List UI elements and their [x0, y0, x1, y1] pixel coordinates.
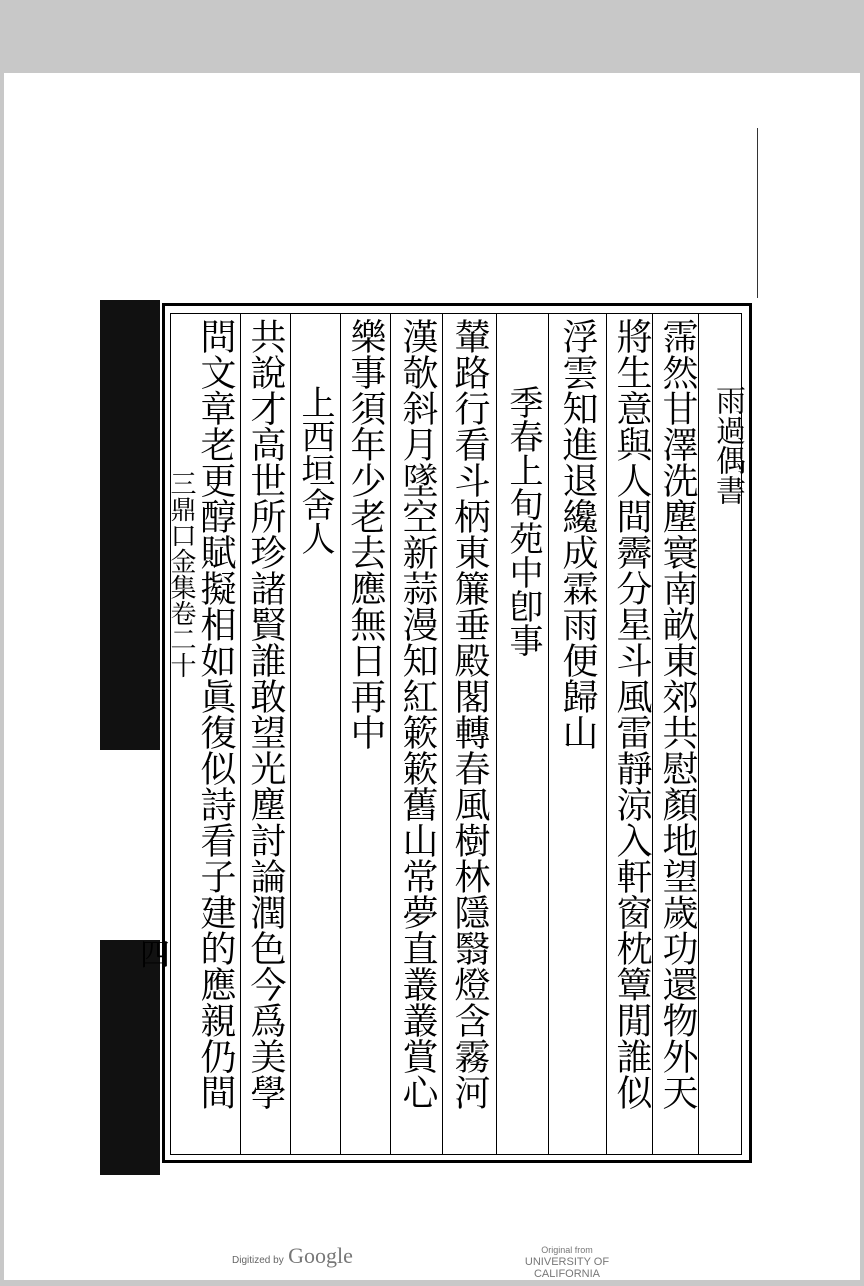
column-rule	[290, 313, 291, 1155]
text-column: 樂事須年少老去應無日再中	[345, 318, 386, 750]
column-rule	[548, 313, 549, 1155]
google-logo: Google	[288, 1243, 353, 1268]
poem-title-west-wall: 上西垣舍人	[295, 385, 335, 555]
binding-gutter-top	[100, 300, 160, 750]
university-name: UNIVERSITY OF CALIFORNIA	[524, 1256, 610, 1280]
text-column: 問文章老更醇賦擬相如眞復似詩看子建的應親仍間	[195, 318, 236, 1110]
digitized-prefix: Digitized by	[232, 1255, 284, 1266]
poem-title-rain: 雨過偶書	[710, 385, 745, 505]
digitized-by-google	[232, 1243, 353, 1269]
text-column: 將生意與人間霽分星斗風雷靜涼入軒窗枕簟閒誰似	[611, 318, 652, 1110]
column-rule	[442, 313, 443, 1155]
text-column: 輦路行看斗柄東簾垂殿閣轉春風樹林隱翳燈含霧河	[449, 318, 490, 1110]
page-edge-line	[757, 128, 758, 298]
binding-gutter-bottom	[100, 940, 160, 1175]
column-rule	[390, 313, 391, 1155]
poem-title-spring: 季春上旬苑中卽事	[503, 385, 543, 657]
column-rule	[606, 313, 607, 1155]
column-rule	[340, 313, 341, 1155]
text-column: 浮雲知進退纔成霖雨便歸山	[557, 318, 598, 750]
original-from-label: Original from	[541, 1245, 593, 1255]
original-from-notice	[494, 1244, 640, 1280]
text-column: 共說才高世所珍諸賢誰敢望光塵討論潤色今爲美學	[245, 318, 286, 1110]
column-rule	[496, 313, 497, 1155]
gutter-label: 三鼎口金集卷二十	[166, 470, 196, 678]
text-column: 漢欹斜月墜空新蒜漫知紅簌簌舊山常夢直叢叢賞心	[397, 318, 438, 1110]
page-number: 四	[140, 938, 170, 973]
column-rule	[240, 313, 241, 1155]
text-column: 霈然甘澤洗塵寰南畝東郊共慰顏地望歲功還物外天	[657, 318, 698, 1110]
